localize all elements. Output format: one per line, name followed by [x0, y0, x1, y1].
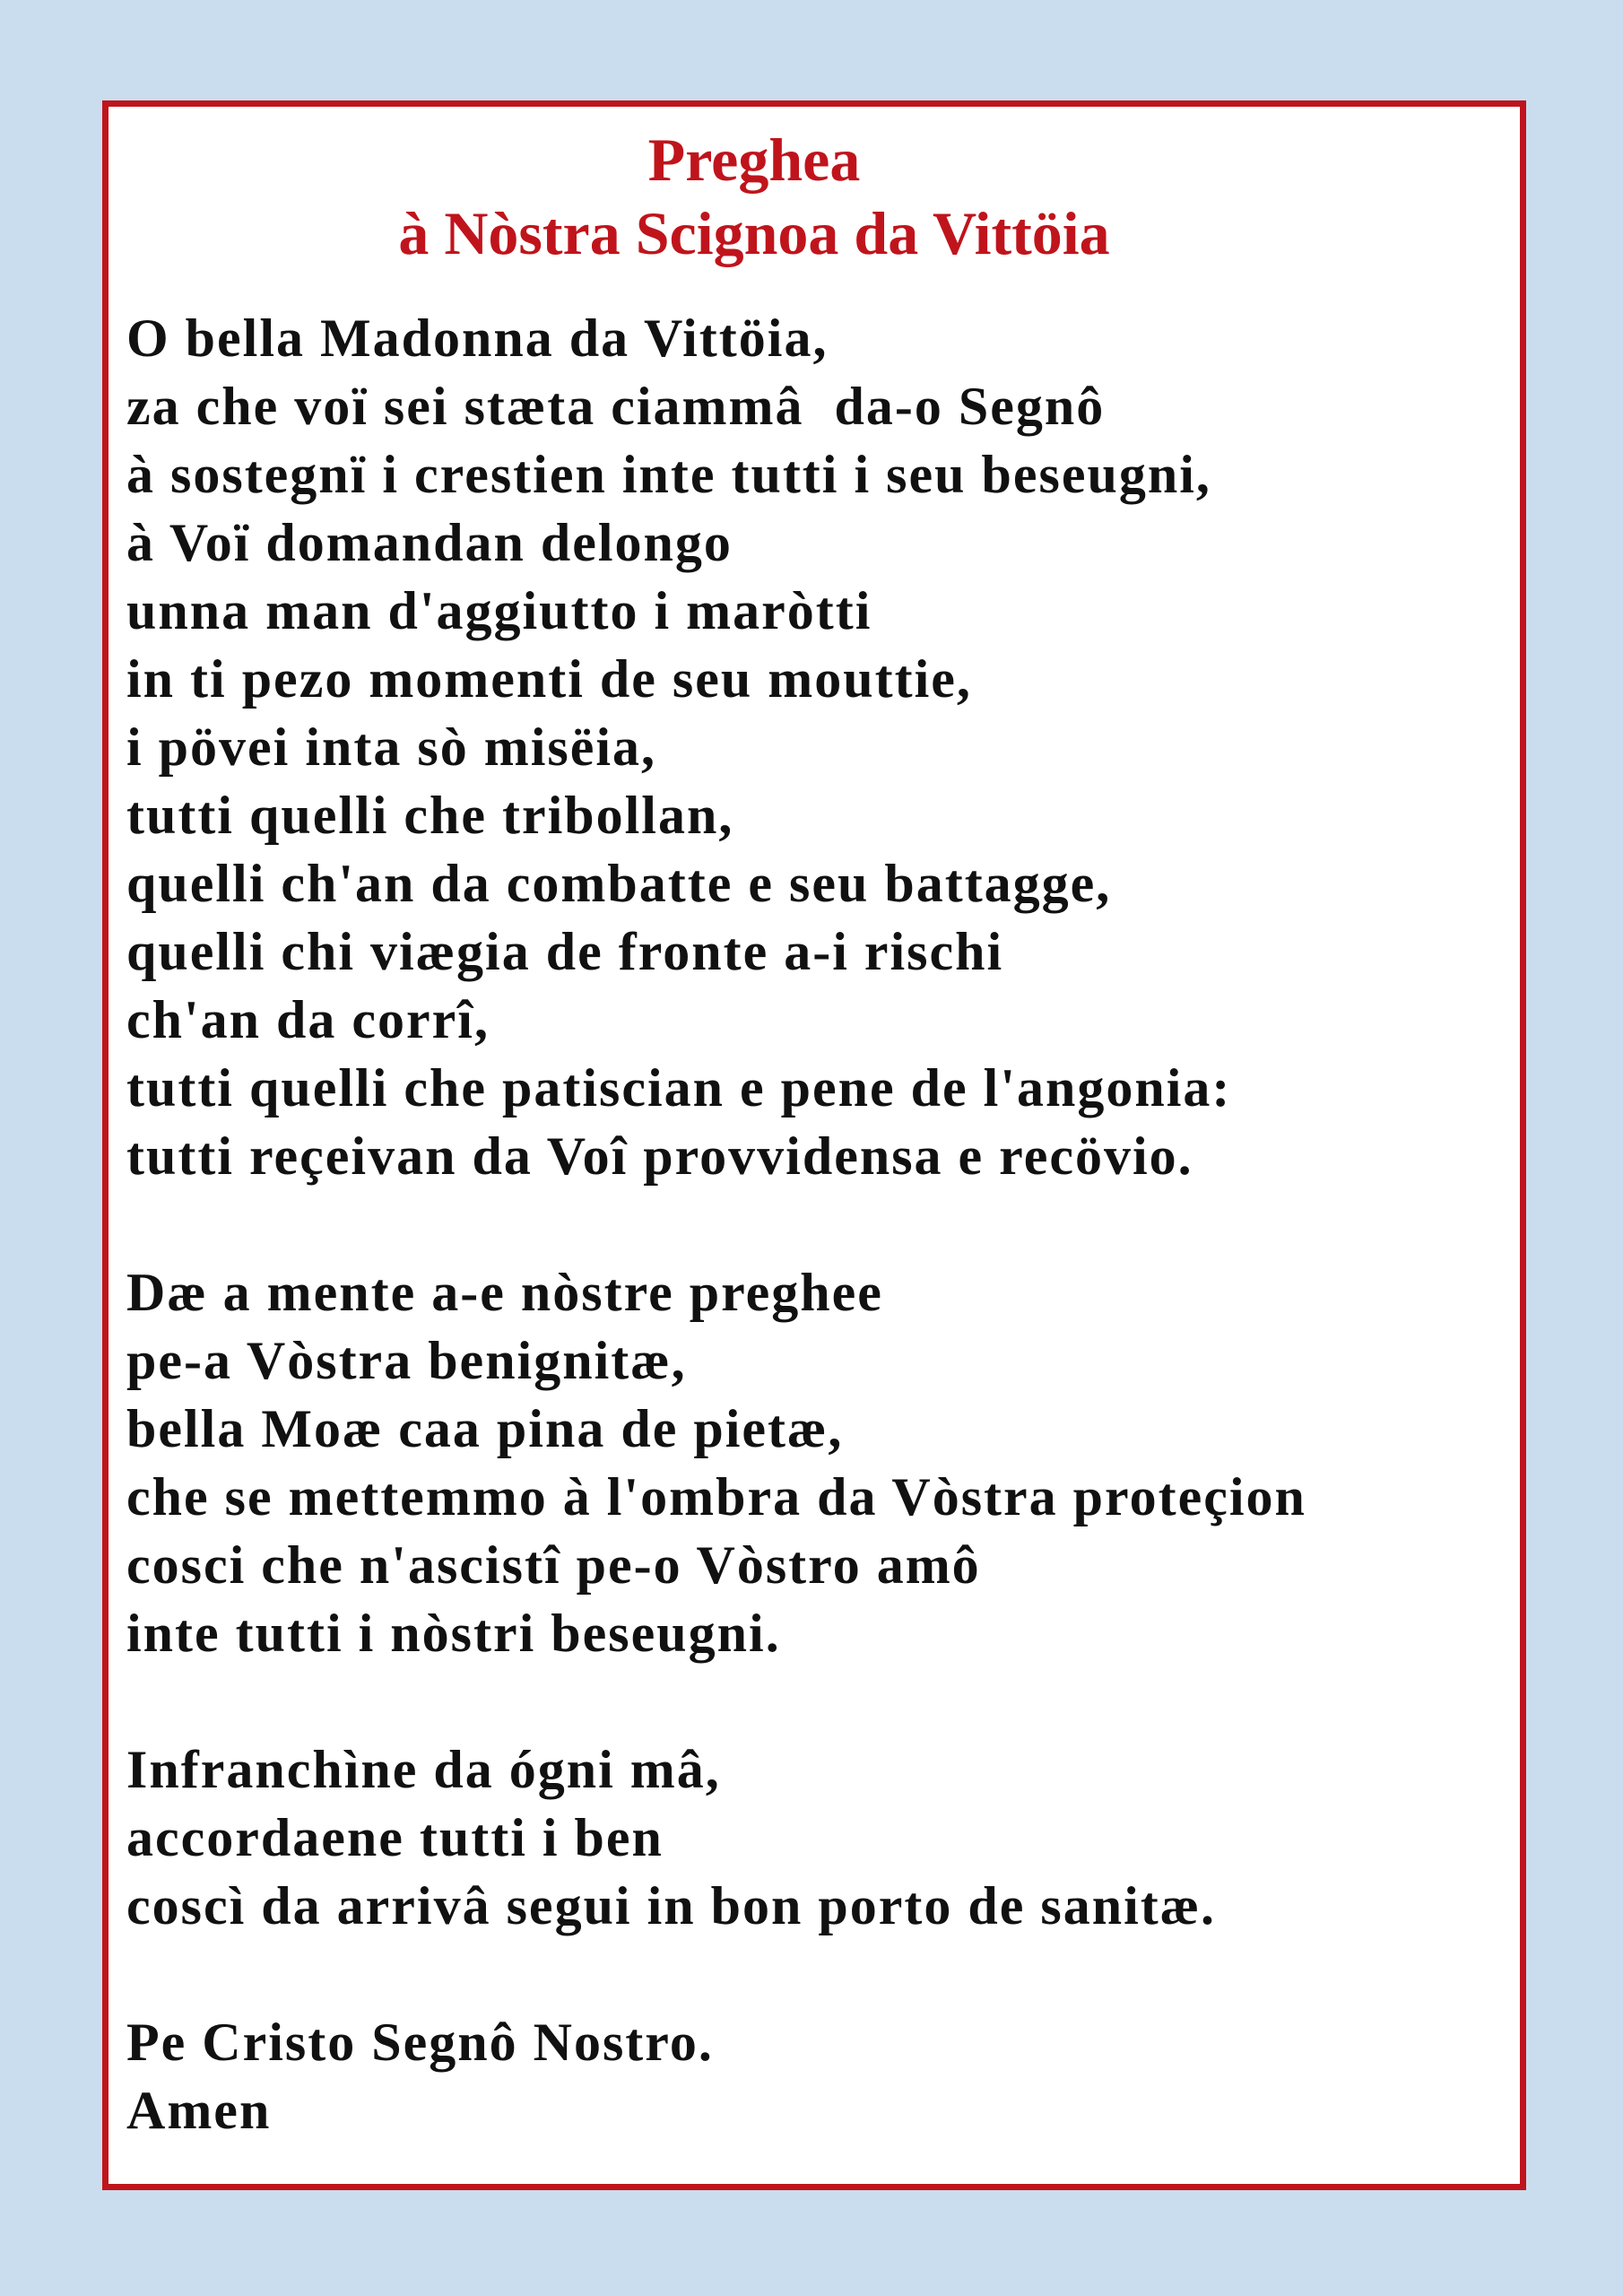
verse-line: cosci che n'ascistî pe-o Vòstro amô	[126, 1535, 981, 1595]
closing-line: Pe Cristo Segnô Nostro.	[126, 2013, 714, 2072]
verse-line: accordaene tutti i ben	[126, 1808, 664, 1867]
verse-line: i pövei inta sò misëia,	[126, 718, 657, 777]
verse-line: unna man d'aggiutto i maròtti	[126, 581, 872, 640]
verse-line: tutti reçeivan da Voî provvidensa e recövio.	[126, 1126, 1193, 1186]
verse-line: à sostegnï i crestien inte tutti i seu beseugni,	[126, 445, 1211, 504]
verse-line: pe-a Vòstra benignitæ,	[126, 1331, 687, 1390]
prayer-body	[126, 304, 1512, 2144]
verse-line: tutti quelli che patiscian e pene de l'angonia:	[126, 1058, 1232, 1118]
verse-line: à Voï domandan delongo	[126, 513, 733, 572]
verse-line: O bella Madonna da Vittöia,	[126, 309, 829, 368]
verse-line: Infranchìne da ógni mâ,	[126, 1740, 721, 1799]
verse-line: tutti quelli che tribollan,	[126, 786, 734, 845]
stanza-2	[126, 1258, 1512, 1667]
verse-line: quelli ch'an da combatte e seu battagge,	[126, 854, 1112, 913]
title-line-1: Preghea	[647, 126, 861, 194]
prayer-title	[108, 123, 1400, 270]
stanza-1	[126, 304, 1512, 1190]
verse-line: inte tutti i nòstri beseugni.	[126, 1604, 781, 1663]
title-line-2: à Nòstra Scignoa da Vittöia	[398, 199, 1110, 267]
verse-line: coscì da arrivâ segui in bon porto de sanitæ.	[126, 1876, 1217, 1935]
verse-line: che se mettemmo à l'ombra da Vòstra proteçion	[126, 1467, 1306, 1526]
verse-line: ch'an da corrî,	[126, 990, 490, 1049]
stanza-3	[126, 1735, 1512, 1940]
prayer-card	[102, 100, 1526, 2190]
verse-line: quelli chi viægia de fronte a-i rischi	[126, 922, 1004, 981]
amen-line: Amen	[126, 2081, 272, 2140]
verse-line: za che voï sei stæta ciammâ da-o Segnô	[126, 377, 1106, 436]
verse-line: in ti pezo momenti de seu mouttie,	[126, 649, 972, 709]
verse-line: Dæ a mente a-e nòstre preghee	[126, 1263, 883, 1322]
stanza-4	[126, 2008, 1512, 2144]
verse-line: bella Moæ caa pina de pietæ,	[126, 1399, 844, 1458]
